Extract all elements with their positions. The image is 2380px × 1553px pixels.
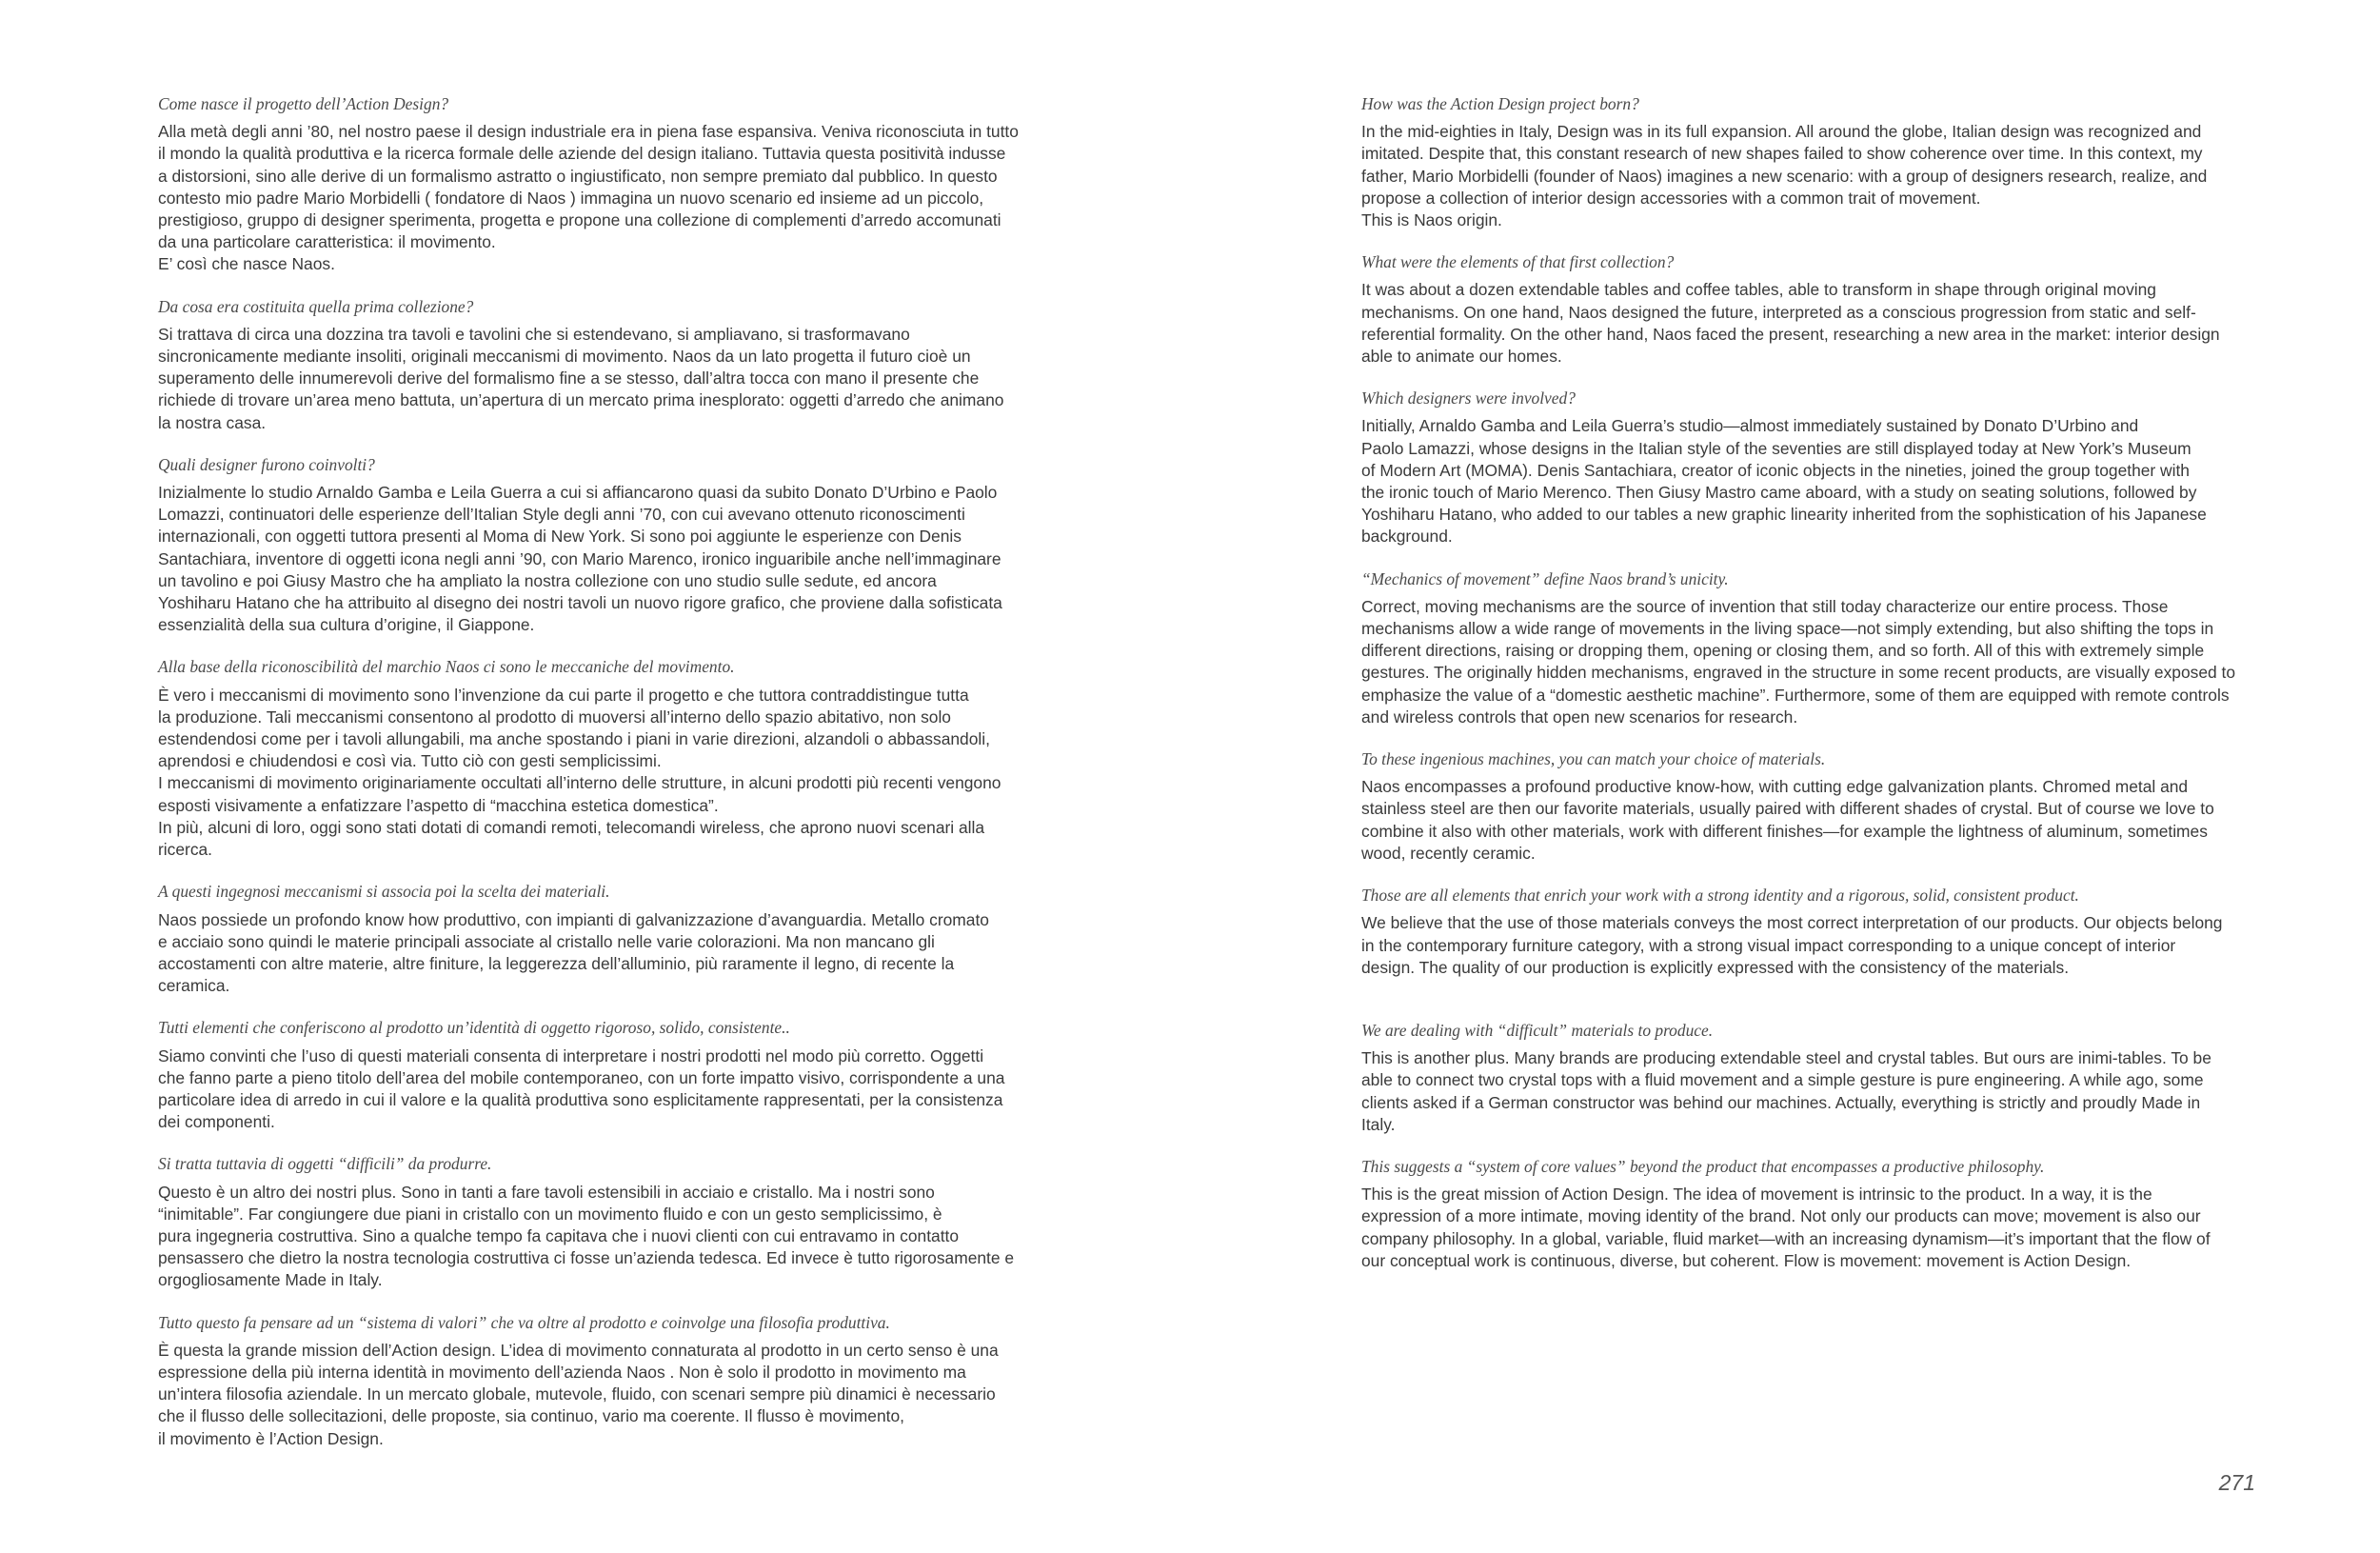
question-heading: What were the elements of that first collection? bbox=[1361, 252, 1675, 272]
question-heading: We are dealing with “difficult” materials to produce. bbox=[1361, 1020, 1714, 1040]
qa-section bbox=[1361, 748, 2261, 865]
qa-section bbox=[1361, 388, 2261, 548]
qa-section bbox=[158, 93, 1048, 276]
qa-section bbox=[1361, 251, 2261, 368]
answer-text: This is the great mission of Action Design. The idea of movement is intrinsic to the product. In a way, it is the expression of a more intimate, moving identity of the brand. Not only our products can move; movement is also our company philosophy. In a global, variable, fluid market—with an increasing dynamism—it’s important that the flow of our conceptual work is continuous, diverse, but coherent. Flow is movement: movement is Action Design. bbox=[1361, 1185, 2211, 1270]
answer-text: È vero i meccanismi di movimento sono l’invenzione da cui parte il progetto e che tuttora contraddistingue tutta la produzione. Tali meccanismi consentono al prodotto di muoversi all’interno dello spazio abitativo, non solo estendendosi come per i tavoli allungabili, ma anche spostando i piani in varie direzioni, alzandoli o abbassandoli, aprendosi e chiudendosi e così via. Tutto ciò con gesti semplicissimi. I meccanismi di movimento originariamente occultati all’interno delle strutture, in alcuni prodotti più recenti vengono esposti visivamente a enfatizzare l’aspetto di “macchina estetica domestica”. In più, alcuni di loro, oggi sono stati dotati di comandi remoti, telecomandi wireless, che aprono nuovi scenari alla ricerca. bbox=[158, 685, 1002, 860]
qa-section bbox=[158, 1017, 1048, 1133]
answer-text: We believe that the use of those materials conveys the most correct interpretation of our products. Our objects belong in the contemporary furniture category, with a strong visual impact corresponding to a unique concept of interior design. The quality of our production is explicitly expressed with the consistency of the materials. bbox=[1361, 913, 2223, 977]
answer-text: In the mid-eighties in Italy, Design was in its full expansion. All around the globe, Italian design was recognized and imitated. Despite that, this constant research of new shapes failed to show coherence over time. In this context, my father, Mario Morbidelli (founder of Naos) imagines a new scenario: with a group of designers research, realize, and propose a collection of interior design accessories with a common trait of movement. This is Naos origin. bbox=[1361, 122, 2208, 230]
answer-text: Si trattava di circa una dozzina tra tavoli e tavolini che si estendevano, si ampliavano, si trasformavano sincronicamente mediante insoliti, originali meccanismi di movimento. Naos da un lato progetta il futuro cioè un superamento delle innumerevoli derive del formalismo fine a se stesso, dall’altra tocca con mano il presente che richiede di trovare un’area meno battuta, un’apertura di un mercato prima inesplorato: oggetti d’arredo che animano la nostra casa. bbox=[158, 324, 1004, 432]
answer-text: Correct, moving mechanisms are the source of invention that still today characterize our entire process. Those mechanisms allow a wide range of movements in the living space—not simply extending, but also shifting the tops in different directions, raising or dropping them, opening or closing them, and so forth. All of this with extremely simple gestures. The originally hidden mechanisms, engraved in the structure in some recent products, are visually exposed to emphasize the value of a “domestic aesthetic machine”. Furthermore, some of them are equipped with remote controls and wireless controls that open new scenarios for research. bbox=[1361, 596, 2236, 727]
answer-text: Alla metà degli anni ’80, nel nostro paese il design industriale era in piena fase espansiva. Veniva riconosciuta in tutto il mondo la qualità produttiva e la ricerca formale delle aziende del design italiano. Tuttavia questa positività indusse a distorsioni, sino alle derive di un formalismo astratto o ingiustificato, non sempre premiato dal pubblico. In questo contesto mio padre Mario Morbidelli ( fondatore di Naos ) immagina un nuovo scenario ed insieme ad un piccolo, prestigioso, gruppo di designer sperimenta, progetta e propone una collezione di complementi d’arredo accomunati da una particolare caratteristica: il movimento. E’ così che nasce Naos. bbox=[158, 122, 1019, 274]
question-heading: How was the Action Design project born? bbox=[1361, 94, 1639, 113]
page-number: 271 bbox=[2218, 1470, 2255, 1495]
question-heading: Tutto questo fa pensare ad un “sistema di valori” che va oltre al prodotto e coinvolge una filosofia produttiva. bbox=[158, 1312, 890, 1332]
qa-section bbox=[1361, 1020, 2261, 1136]
answer-text: It was about a dozen extendable tables and coffee tables, able to transform in shape through original moving mechanisms. On one hand, Naos designed the future, interpreted as a conscious progression from static and self- referential formality. On the other hand, Naos faced the present, researching a new area in the market: interior design able to animate our homes. bbox=[1361, 280, 2220, 367]
italian-column bbox=[158, 93, 1048, 1450]
answer-text: Inizialmente lo studio Arnaldo Gamba e Leila Guerra a cui si affiancarono quasi da subito Donato D’Urbino e Paolo Lomazzi, continuatori delle esperienze dell’Italian Style degli anni ’70, con cui avevano ottenuto riconoscimenti internazionali, con oggetti tuttora presenti al Moma di New York. Si sono poi aggiunte le esperienze con Denis Santachiara, inventore di oggetti icona negli anni ’90, con Mario Marenco, ironico inguaribile anche nell’immaginare un tavolino e poi Giusy Mastro che ha ampliato la nostra collezione con uno studio sulle sedute, ed ancora Yoshiharu Hatano che ha attribuito al disegno dei nostri tavoli un nuovo rigore grafico, che proviene dalla sofisticata essenzialità della sua cultura d’origine, il Giappone. bbox=[158, 483, 1002, 635]
question-heading: A questi ingegnosi meccanismi si associa poi la scelta dei materiali. bbox=[158, 882, 610, 902]
qa-section bbox=[158, 1153, 1048, 1291]
qa-section bbox=[1361, 1156, 2261, 1272]
answer-text: Questo è un altro dei nostri plus. Sono in tanti a fare tavoli estensibili in acciaio e cristallo. Ma i nostri sono “inimitable”. Far congiungere due piani in cristallo con un movimento fluido e con un gesto semplicissimo, è pura ingegneria costruttiva. Sino a qualche tempo fa capitava che i nuovi clienti con cui entravamo in contatto pensassero che dietro la nostra tecnologia costruttiva ci fosse un’azienda tedesca. Ed invece è tutto rigorosamente e orgogliosamente Made in Italy. bbox=[158, 1182, 1015, 1290]
answer-text: This is another plus. Many brands are producing extendable steel and crystal tables. But ours are inimi-tables. To be able to connect two crystal tops with a fluid movement and a simple gesture is pure engineering. A while ago, some clients asked if a German constructor was behind our machines. Actually, everything is strictly and proudly Made in Italy. bbox=[1361, 1048, 2211, 1134]
answer-text: È questa la grande mission dell’Action design. L’idea di movimento connaturata al prodotto in un certo senso è una espressione della più interna identità in movimento dell’azienda Naos . Non è solo il prodotto in movimento ma un’intera filosofia aziendale. In un mercato globale, mutevole, fluido, con scenari sempre più dinamici è necessario che il flusso delle sollecitazioni, delle proposte, sia continuo, vario ma coerente. Il flusso è movimento, il movimento è l’Action Design. bbox=[158, 1340, 999, 1448]
question-heading: Quali designer furono coinvolti? bbox=[158, 454, 375, 474]
qa-section bbox=[158, 1312, 1048, 1450]
qa-section bbox=[1361, 93, 2261, 231]
answer-text: Naos possiede un profondo know how produttivo, con impianti di galvanizzazione d’avanguardia. Metallo cromato e acciaio sono quindi le materie principali associate al cristallo nelle varie colorazioni. Ma non mancano gli accostamenti con altre materie, altre finiture, la leggerezza dell’alluminio, più raramente il legno, di recente la ceramica. bbox=[158, 909, 989, 996]
qa-section bbox=[158, 296, 1048, 434]
question-heading: This suggests a “system of core values” beyond the product that encompasses a productive philosophy. bbox=[1361, 1156, 2045, 1176]
answer-text: Initially, Arnaldo Gamba and Leila Guerra’s studio—almost immediately sustained by Donato D’Urbino and Paolo Lamazzi, whose designs in the Italian style of the seventies are still displayed today at New York’s Museum of Modern Art (MOMA). Denis Santachiara, creator of iconic objects in the nineties, joined the group together with the ironic touch of Mario Merenco. Then Giusy Mastro came aboard, with a study on seating solutions, followed by Yoshiharu Hatano, who added to our tables a new graphic linearity inherited from the sophistication of his Japanese background. bbox=[1361, 416, 2207, 547]
question-heading: To these ingenious machines, you can match your choice of materials. bbox=[1361, 749, 1826, 769]
question-heading: “Mechanics of movement” define Naos brand’s unicity. bbox=[1361, 568, 1729, 588]
qa-section bbox=[158, 881, 1048, 997]
question-heading: Which designers were involved? bbox=[1361, 388, 1576, 408]
answer-text: Naos encompasses a profound productive know-how, with cutting edge galvanization plants. Chromed metal and stainless steel are then our favorite materials, usually paired with different shades of crystal. But of course we love to combine it also with other materials, work with different finishes—for example the lightness of aluminum, sometimes wood, recently ceramic. bbox=[1361, 777, 2214, 863]
english-column bbox=[1361, 93, 2261, 1272]
qa-section bbox=[158, 656, 1048, 861]
question-heading: Tutti elementi che conferiscono al prodotto un’identità di oggetto rigoroso, solido, consistente.. bbox=[158, 1018, 790, 1038]
qa-section bbox=[158, 454, 1048, 637]
answer-text: Siamo convinti che l’uso di questi materiali consenta di interpretare i nostri prodotti nel modo più corretto. Oggetti che fanno parte a pieno titolo dell’area del mobile contemporaneo, con un forte impatto visivo, corrispondente a una particolare idea di arredo in cui il valore e la qualità produttiva sono esplicitamente rappresentati, per la consistenza dei componenti. bbox=[158, 1045, 1005, 1132]
question-heading: Come nasce il progetto dell’Action Design? bbox=[158, 94, 449, 113]
qa-section bbox=[1361, 568, 2261, 728]
question-heading: Da cosa era costituita quella prima collezione? bbox=[158, 296, 474, 316]
qa-section bbox=[1361, 885, 2261, 979]
question-heading: Those are all elements that enrich your work with a strong identity and a rigorous, solid, consistent product. bbox=[1361, 886, 2079, 906]
question-heading: Alla base della riconoscibilità del marchio Naos ci sono le meccaniche del movimento. bbox=[158, 657, 735, 677]
question-heading: Si tratta tuttavia di oggetti “difficili” da produrre. bbox=[158, 1154, 492, 1174]
